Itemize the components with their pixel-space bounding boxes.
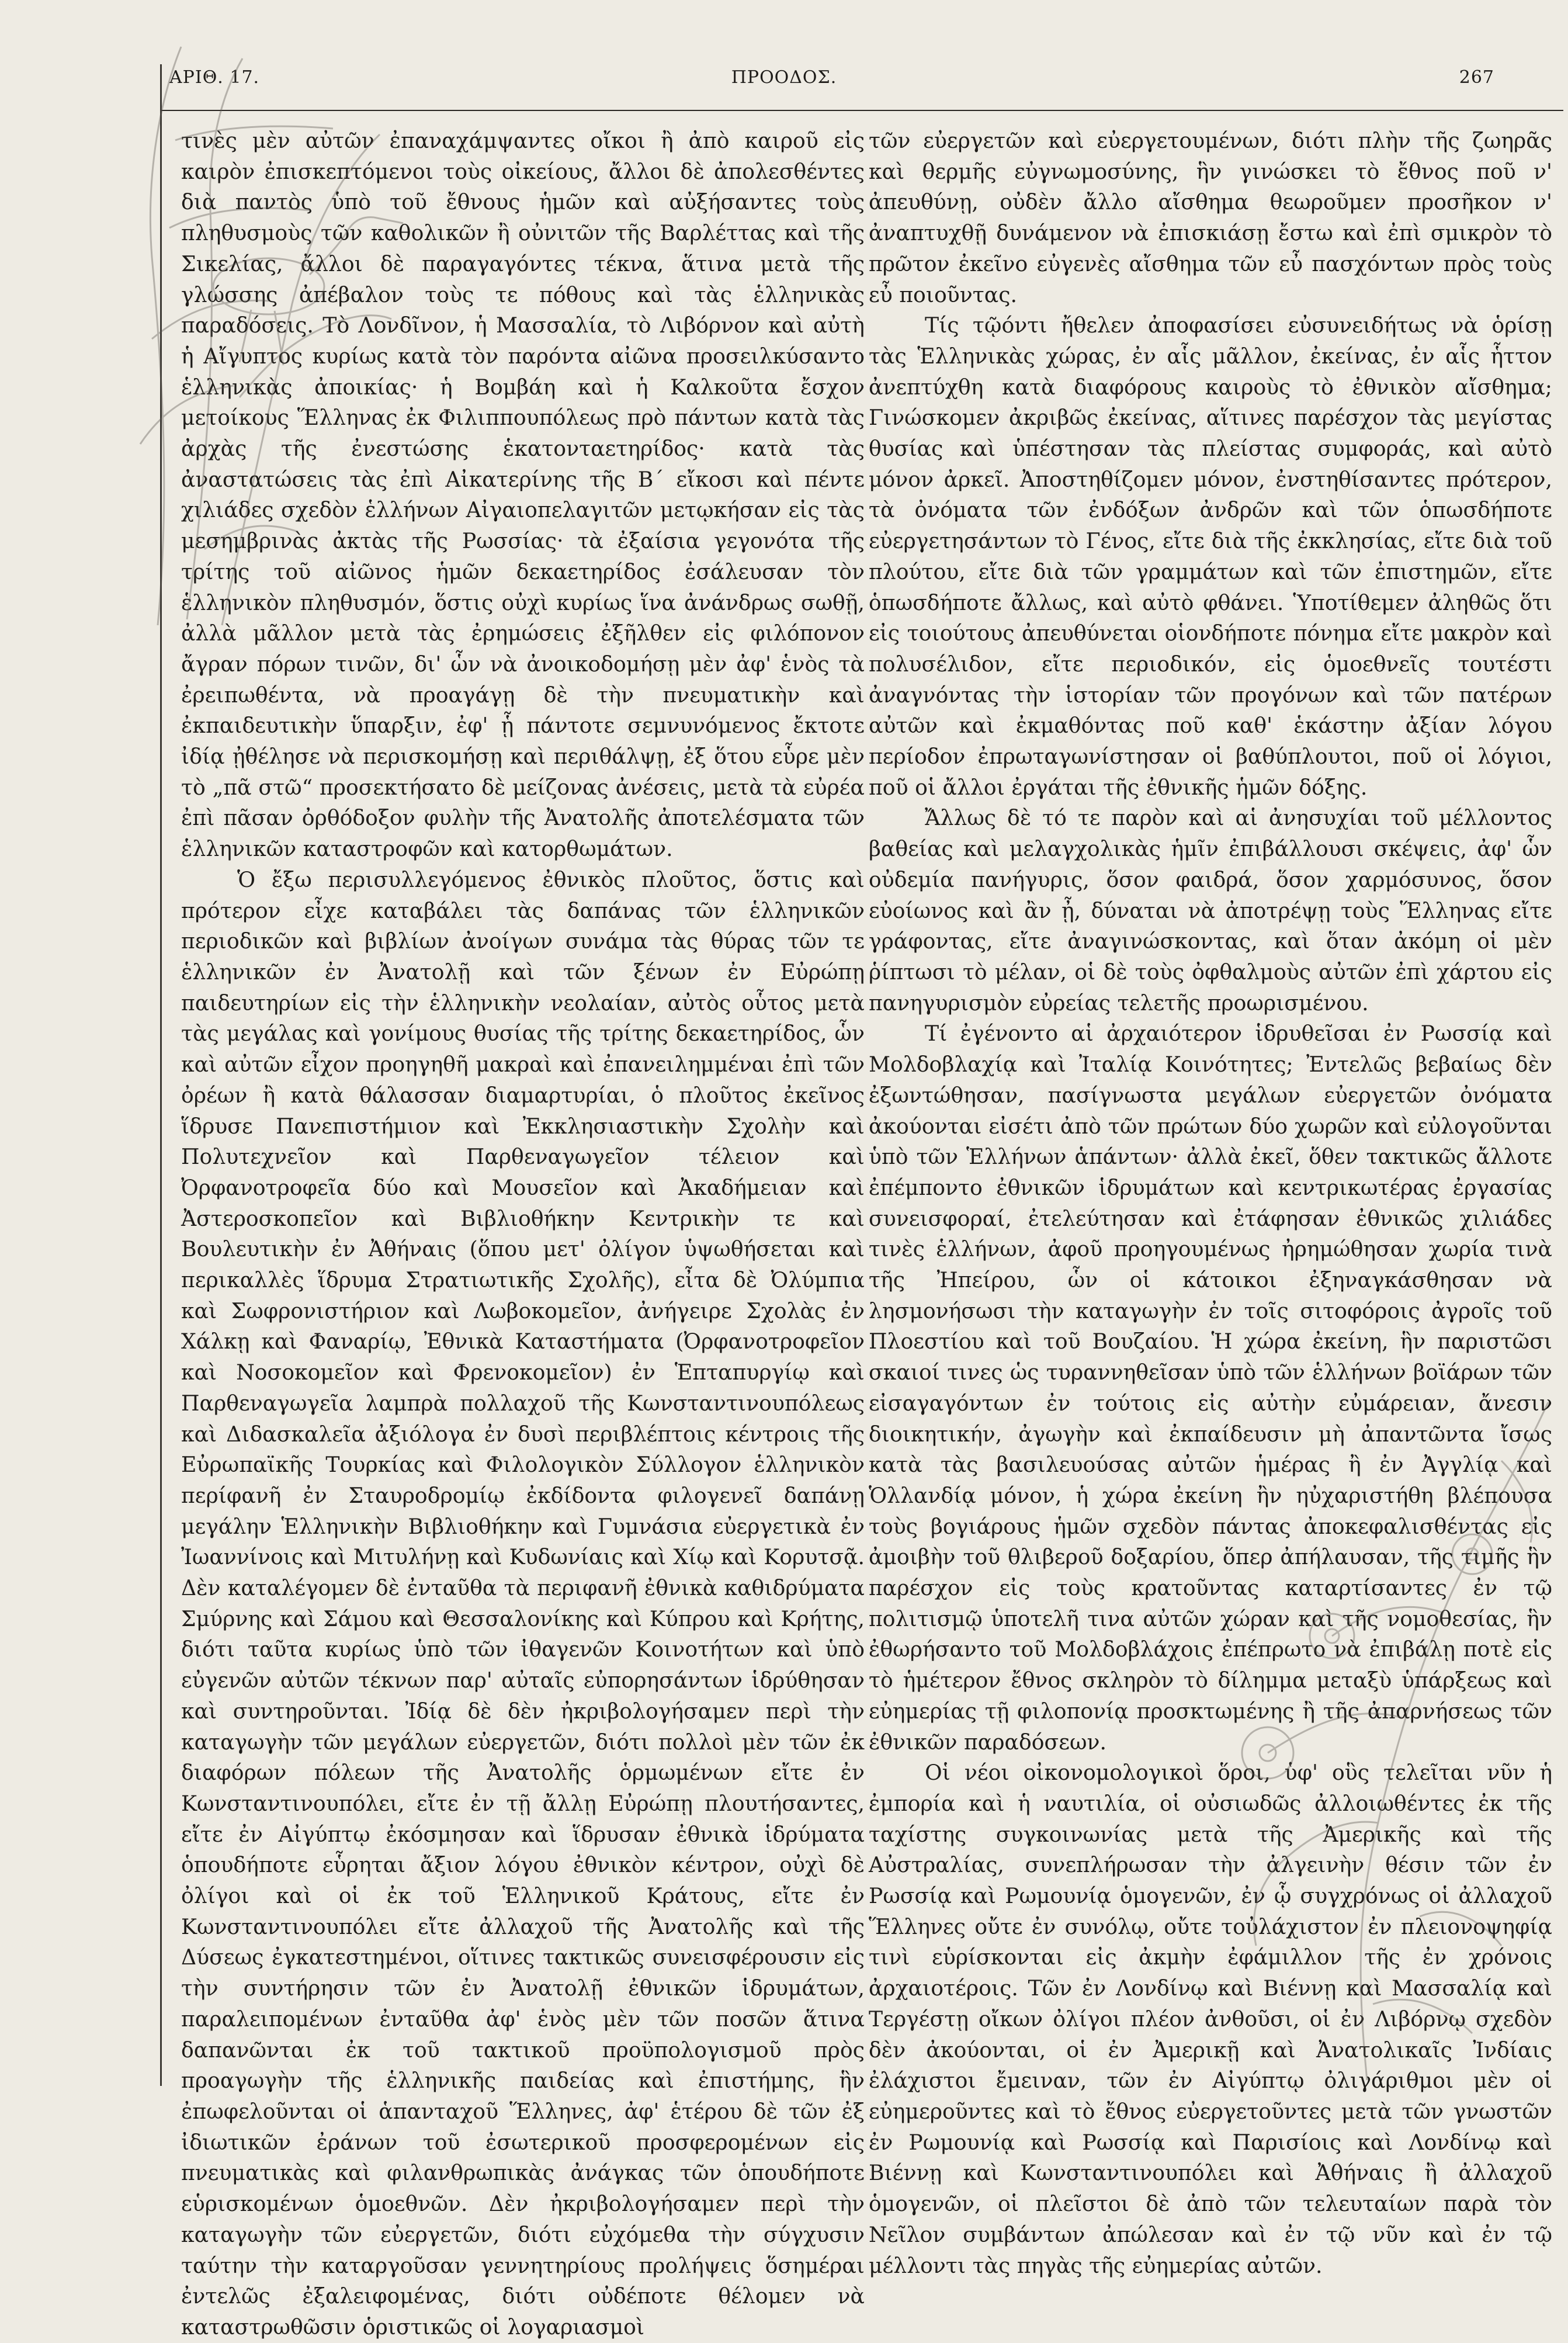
- page-number: 267: [1459, 67, 1494, 88]
- left-paragraph: Ὁ ἔξω περισυλλεγόμενος ἐθνικὸς πλοῦτος, ὅστις καὶ πρότερον εἶχε καταβάλει τὰς δαπάνας τῶν ἑλληνικῶν περιοδικῶν καὶ βιβλίων ἀνοίγων συνάμα τὰς θύρας τῶν τε ἑλληνικῶν ἐν Ἀνατολῇ καὶ τῶν ξένων ἐν Εὐρώπῃ παιδευτηρίων εἰς τὴν ἑλληνικὴν νεολαίαν, αὐτὸς οὗτος μετὰ τὰς μεγάλας καὶ γονίμους θυσίας τῆς τρίτης δεκαετηρίδος, ὧν καὶ αὐτῶν εἶχον προηγηθῆ μακραὶ καὶ ἐπανειλημμέναι ἐπὶ τῶν ὀρέων ἢ κατὰ θάλασσαν διαμαρτυρίαι, ὁ πλοῦτος ἐκεῖνος ἵδρυσε Πανεπιστήμιον καὶ Ἐκκλησιαστικὴν Σχολὴν καὶ Πολυτεχνεῖον καὶ Παρθεναγωγεῖον τέλειον καὶ Ὀρφανοτροφεῖα δύο καὶ Μουσεῖον καὶ Ἀκαδήμειαν καὶ Ἀστεροσκοπεῖον καὶ Βιβλιοθήκην Κεντρικὴν τε καὶ Βουλευτικὴν ἐν Ἀθήναις (ὅπου μετ' ὀλίγον ὑψωθήσεται καὶ περικαλλὲς ἵδρυμα Στρατιωτικῆς Σχολῆς), εἶτα δὲ Ὀλύμπια καὶ Σωφρονιστήριον καὶ Λωβοκομεῖον, ἀνήγειρε Σχολὰς ἐν Χάλκῃ καὶ Φαναρίῳ, Ἐθνικὰ Καταστήματα (Ὀρφανοτροφεῖον καὶ Νοσοκομεῖον καὶ Φρενοκομεῖον) ἐν Ἑπταπυργίῳ καὶ Παρθεναγωγεῖα λαμπρὰ πολλαχοῦ τῆς Κωνσταντινουπόλεως καὶ Διδασκαλεῖα ἀξιόλογα ἐν δυσὶ περιβλέπτοις κέντροις τῆς Εὐρωπαϊκῆς Τουρκίας καὶ Φιλολογικὸν Σύλλογον ἑλληνικὸν περίφανῆ ἐν Σταυροδρομίῳ ἐκδίδοντα φιλογενεῖ δαπάνῃ μεγάλην Ἑλληνικὴν Βιβλιοθήκην καὶ Γυμνάσια εὐεργετικὰ ἐν Ἰωαννίνοις καὶ Μιτυλήνῃ καὶ Κυδωνίαις καὶ Χίῳ καὶ Κορυτσᾷ. Δὲν καταλέγομεν δὲ ἐνταῦθα τὰ περιφανῆ ἐθνικὰ καθιδρύματα Σμύρνης καὶ Σάμου καὶ Θεσσαλονίκης καὶ Κύπρου καὶ Κρήτης, διότι ταῦτα κυρίως ὑπὸ τῶν ἰθαγενῶν Κοινοτήτων καὶ ὑπὸ εὐγενῶν αὐτῶν τέκνων παρ' αὐταῖς εὐπορησάντων ἱδρύθησαν καὶ συντηροῦνται. Ἰδίᾳ δὲ δὲν ἠκριβολογήσαμεν περὶ τὴν καταγωγὴν τῶν μεγάλων εὐεργετῶν, διότι πολλοὶ μὲν τῶν ἐκ διαφόρων πόλεων τῆς Ἀνατολῆς ὁρμωμένων εἴτε ἐν Κωνσταντινουπόλει, εἴτε ἐν τῇ ἄλλῃ Εὐρώπῃ πλουτήσαντες, εἴτε ἐν Αἰγύπτῳ ἐκόσμησαν καὶ ἵδρυσαν ἐθνικὰ ἱδρύματα ὁπουδήποτε εὗρηται ἄξιον λόγου ἐθνικὸν κέντρον, οὐχὶ δὲ ὀλίγοι καὶ οἱ ἐκ τοῦ Ἑλληνικοῦ Κράτους, εἴτε ἐν Κωνσταντινουπόλει εἴτε ἀλλαχοῦ τῆς Ἀνατολῆς καὶ τῆς Δύσεως ἐγκατεστημένοι, οἵτινες τακτικῶς συνεισφέρουσιν εἰς τὴν συντήρησιν τῶν ἐν Ἀνατολῇ ἐθνικῶν ἱδρυμάτων, παραλειπομένων ἐνταῦθα ἀφ' ἑνὸς μὲν τῶν ποσῶν ἅτινα δαπανῶνται ἐκ τοῦ τακτικοῦ προϋπολογισμοῦ πρὸς προαγωγὴν τῆς ἑλληνικῆς παιδείας καὶ ἐπιστήμης, ἣν ἐπωφελοῦνται οἱ ἁπανταχοῦ Ἕλληνες, ἀφ' ἑτέρου δὲ τῶν ἐξ ἰδιωτικῶν ἐράνων τοῦ ἐσωτερικοῦ προσφερομένων εἰς πνευματικὰς καὶ φιλανθρωπικὰς ἀνάγκας τῶν ὁπουδήποτε εὑρισκομένων ὁμοεθνῶν. Δὲν ἠκριβολογήσαμεν περὶ τὴν καταγωγὴν τῶν εὐεργετῶν, διότι εὐχόμεθα τὴν σύγχυσιν ταύτην τὴν καταργοῦσαν γεννητηρίους προλήψεις ὅσημέραι ἐντελῶς ἐξαλειφομένας, διότι οὐδέποτε θέλομεν νὰ καταστρωθῶσιν ὁριστικῶς οἱ λογαριασμοὶ: [181, 867, 865, 2339]
- header-rule: [161, 110, 1563, 111]
- margin-line: [160, 64, 162, 2086]
- right-paragraph: Οἱ νέοι οἰκονομολογικοὶ ὅροι, ὑφ' οὓς τελεῖται νῦν ἡ ἐμπορία καὶ ἡ ναυτιλία, οἱ οὐσιωδῶς ἀλλοιωθέντες ἐκ τῆς ταχίστης συγκοινωνίας μετὰ τῆς Ἀμερικῆς καὶ τῆς Αὐστραλίας, συνεπλήρωσαν τὴν ἀλγεινὴν θέσιν τῶν ἐν Ρωσσίᾳ καὶ Ρωμουνίᾳ ὁμογενῶν, ἐν ᾧ συγχρόνως οἱ ἀλλαχοῦ Ἕλληνες οὔτε ἐν συνόλῳ, οὔτε τοὐλάχιστον ἐν πλειονοψηφίᾳ τινὶ εὑρίσκονται εἰς ἀκμὴν ἐφάμιλλον τῆς ἐν χρόνοις ἀρχαιοτέροις. Τῶν ἐν Λονδίνῳ καὶ Βιέννῃ καὶ Μασσαλίᾳ καὶ Τεργέστῃ οἴκων ὀλίγοι πλέον ἀνθοῦσι, οἱ ἐν Λιβόρνῳ σχεδὸν δὲν ἀκούονται, οἱ ἐν Ἀμερικῇ καὶ Ἀνατολικαῖς Ἰνδίαις ἐλάχιστοι ἔμειναν, τῶν ἐν Αἰγύπτῳ ὀλιγάριθμοι μὲν οἱ εὐημεροῦντες καὶ τὸ ἔθνος εὐεργετοῦντες μετὰ τῶν γνωστῶν ἐν Ρωμουνίᾳ καὶ Ρωσσίᾳ καὶ Παρισίοις καὶ Λονδίνῳ καὶ Βιέννῃ καὶ Κωνσταντινουπόλει καὶ Ἀθήναις ἢ ἀλλαχοῦ ὁμογενῶν, οἱ πλεῖστοι δὲ ἀπὸ τῶν τελευταίων παρὰ τὸν Νεῖλον συμβάντων ἀπώλεσαν καὶ ἐν τῷ νῦν καὶ ἐν τῷ μέλλοντι τὰς πηγὰς τῆς εὐημερίας αὐτῶν.: [869, 1760, 1552, 2278]
- right-paragraph: Τίς τῷόντι ἤθελεν ἀποφασίσει εὐσυνειδήτως νὰ ὁρίσῃ τὰς Ἑλληνικὰς χώρας, ἐν αἷς μᾶλλον, ἐκείνας, ἐν αἷς ἧττον ἀνεπτύχθη κατὰ διαφόρους καιροὺς τὸ ἐθνικὸν αἴσθημα; Γινώσκομεν ἀκριβῶς ἐκείνας, αἵτινες παρέσχον τὰς μεγίστας θυσίας καὶ ὑπέστησαν τὰς πλείστας συμφοράς, καὶ αὐτὸ μόνον ἀρκεῖ. Ἀποστηθίζομεν μόνον, ἐνστηθίσαντες πρότερον, τὰ ὀνόματα τῶν ἐνδόξων ἀνδρῶν καὶ τῶν ὁπωσδήποτε εὐεργετησάντων τὸ Γένος, εἴτε διὰ τῆς ἐκκλησίας, εἴτε διὰ τοῦ πλούτου, εἴτε διὰ τῶν γραμμάτων καὶ τῶν ἐπιστημῶν, εἴτε ὁπωσδήποτε ἄλλως, καὶ αὐτὸ φθάνει. Ὑποτίθεμεν ἀληθῶς ὅτι εἰς τοιούτους ἀπευθύνεται οἱονδήποτε πόνημα εἴτε μακρὸν καὶ πολυσέλιδον, εἴτε περιοδικόν, εἰς ὁμοεθνεῖς τουτέστι ἀναγνόντας τὴν ἱστορίαν τῶν προγόνων καὶ τῶν πατέρων αὐτῶν καὶ ἐκμαθόντας ποῦ καθ' ἑκάστην ἀξίαν λόγου περίοδον ἐπρωταγωνίστησαν οἱ βαθύπλουτοι, ποῦ οἱ λόγιοι, ποῦ οἱ ἄλλοι ἐργάται τῆς ἐθνικῆς ἡμῶν δόξης.: [869, 313, 1552, 800]
- right-column: [869, 126, 1552, 2281]
- left-column: [181, 126, 865, 2343]
- issue-number: ΑΡΙΘ. 17.: [169, 67, 260, 88]
- right-paragraph: τῶν εὐεργετῶν καὶ εὐεργετουμένων, διότι πλὴν τῆς ζωηρᾶς καὶ θερμῆς εὐγνωμοσύνης, ἣν γινώσκει τὸ ἔθνος ποῦ ν' ἀπευθύνῃ, οὐδὲν ἄλλο αἴσθημα θεωροῦμεν προσῆκον ν' ἀναπτυχθῇ δυνάμενον νὰ ἐπισκιάσῃ ἔστω καὶ ἐπὶ σμικρὸν τὸ πρῶτον ἐκεῖνο εὐγενὲς αἴσθημα τῶν εὖ πασχόντων πρὸς τοὺς εὖ ποιοῦντας.: [869, 128, 1552, 307]
- right-paragraph: Ἄλλως δὲ τό τε παρὸν καὶ αἱ ἀνησυχίαι τοῦ μέλλοντος βαθείας καὶ μελαγχολικὰς ἡμῖν ἐπιβάλλουσι σκέψεις, ἀφ' ὧν οὐδεμία πανήγυρις, ὅσον φαιδρά, ὅσον χαρμόσυνος, ὅσον εὐοίωνος καὶ ἂν ᾖ, δύναται νὰ ἀποτρέψῃ τοὺς Ἕλληνας εἴτε γράφοντας, εἴτε ἀναγινώσκοντας, καὶ ὅταν ἀκόμη οἱ μὲν ῥίπτωσι τὸ μέλαν, οἱ δὲ τοὺς ὀφθαλμοὺς αὐτῶν ἐπὶ χάρτου εἰς πανηγυρισμὸν εὐρείας τελετῆς προωρισμένου.: [869, 805, 1552, 1015]
- publication-title: ΠΡΟΟΔΟΣ.: [731, 67, 837, 88]
- left-paragraph: τινὲς μὲν αὐτῶν ἐπαναχάμψαντες οἴκοι ἢ ἀπὸ καιροῦ εἰς καιρὸν ἐπισκεπτόμενοι τοὺς οἰκείους, ἄλλοι δὲ ἀπολεσθέντες διὰ παντὸς ὑπὸ τοῦ ἔθνους ἡμῶν καὶ αὐξήσαντες τοὺς πληθυσμοὺς τῶν καθολικῶν ἢ οὐνιτῶν τῆς Βαρλέττας καὶ τῆς Σικελίας, ἄλλοι δὲ παραγαγόντες τέκνα, ἅτινα μετὰ τῆς γλώσσης ἀπέβαλον τοὺς τε πόθους καὶ τὰς ἑλληνικὰς παραδόσεις. Τὸ Λονδῖνον, ἡ Μασσαλία, τὸ Λιβόρνον καὶ αὐτὴ ἡ Αἴγυπτος κυρίως κατὰ τὸν παρόντα αἰῶνα προσειλκύσαντο ἑλληνικὰς ἀποικίας· ἡ Βομβάη καὶ ἡ Καλκοῦτα ἔσχον μετοίκους Ἕλληνας ἐκ Φιλιππουπόλεως πρὸ πάντων κατὰ τὰς ἀρχὰς τῆς ἐνεστώσης ἑκατονταετηρίδος· κατὰ τὰς ἀναστατώσεις τὰς ἐπὶ Αἰκατερίνης τῆς Β΄ εἴκοσι καὶ πέντε χιλιάδες σχεδὸν ἑλλήνων Αἰγαιοπελαγιτῶν μετῳκήσαν εἰς τὰς μεσημβρινὰς ἀκτὰς τῆς Ρωσσίας· τὰ ἐξαίσια γεγονότα τῆς τρίτης τοῦ αἰῶνος ἡμῶν δεκαετηρίδος ἐσάλευσαν τὸν ἑλληνικὸν πληθυσμόν, ὅστις οὐχὶ κυρίως ἵνα ἀνάνδρως σωθῇ, ἀλλὰ μᾶλλον μετὰ τὰς ἐρημώσεις ἐξῆλθεν εἰς φιλόπονον ἄγραν πόρων τινῶν, δι' ὧν νὰ ἀνοικοδομήσῃ μὲν ἀφ' ἑνὸς τὰ ἐρειπωθέντα, νὰ προαγάγῃ δὲ τὴν πνευματικὴν καὶ ἐκπαιδευτικὴν ὕπαρξιν, ἐφ' ᾗ πάντοτε σεμνυνόμενος ἔκτοτε ἰδίᾳ ᾐθέλησε νὰ περισκομήσῃ καὶ περιθάλψῃ, ἐξ ὅτου εὗρε μὲν τὸ „πᾶ στῶ“ προσεκτήσατο δὲ μείζονας ἀνέσεις, μετὰ τὰ εὐρέα ἐπὶ πᾶσαν ὀρθόδοξον φυλὴν τῆς Ἀνατολῆς ἀποτελέσματα τῶν ἑλληνικῶν καταστροφῶν καὶ κατορθωμάτων.: [181, 128, 865, 862]
- right-paragraph: Τί ἐγένοντο αἱ ἀρχαιότερον ἱδρυθεῖσαι ἐν Ρωσσίᾳ καὶ Μολδοβλαχίᾳ καὶ Ἰταλίᾳ Κοινότητες; Ἐντελῶς βεβαίως δὲν ἐξωντώθησαν, πασίγνωστα μεγάλων εὐεργετῶν ὀνόματα ἀκούονται εἰσέτι ἀπὸ τῶν πρώτων δύο χωρῶν καὶ εὐλογοῦνται ὑπὸ τῶν Ἑλλήνων ἁπάντων· ἀλλὰ ἐκεῖ, ὅθεν τακτικῶς ἄλλοτε ἐπέμποντο ἐθνικῶν ἱδρυμάτων καὶ κεντρικωτέρας ἐργασίας συνεισφοραί, ἐτελεύτησαν καὶ ἐτάφησαν ἐθνικῶς χιλιάδες τινὲς ἑλλήνων, ἀφοῦ προηγουμένως ἠρημώθησαν χωρία τινὰ τῆς Ἠπείρου, ὧν οἱ κάτοικοι ἐξηναγκάσθησαν νὰ λησμονήσωσι τὴν καταγωγὴν ἐν τοῖς σιτοφόροις ἀγροῖς τοῦ Πλοεστίου καὶ τοῦ Βουζαίου. Ἡ χώρα ἐκείνη, ἣν παριστῶσι σκαιοί τινες ὡς τυραννηθεῖσαν ὑπὸ τῶν ἑλλήνων βοϊάρων τῶν εἰσαγαγόντων ἐν τούτοις εἰς αὐτὴν εὐμάρειαν, ἄνεσιν διοικητικήν, ἀγωγὴν καὶ ἐκπαίδευσιν μὴ ἀπαντῶντα ἴσως κατὰ τὰς βασιλευούσας αὐτῶν ἡμέρας ἢ ἐν Ἀγγλίᾳ καὶ Ὁλλανδίᾳ μόνον, ἡ χώρα ἐκείνη ἢν ηὐχαριστήθη βλέπουσα τοὺς βογιάρους ἡμῶν σχεδὸν πάντας ἀποκεφαλισθέντας εἰς ἀμοιβὴν τοῦ θλιβεροῦ δοξαρίου, ὅπερ ἀπήλαυσαν, τῆς τιμῆς ἣν παρέσχον εἰς τοὺς κρατοῦντας καταρτίσαντες ἐν τῷ πολιτισμῷ ὑποτελῆ τινα αὐτῶν χώραν καὶ τῆς νομοθεσίας, ἣν ἐθωρήσαντο τοῦ Μολδοβλάχοις ἐπέπρωτο νὰ ἐπιβάλῃ ποτὲ εἰς τὸ ἡμέτερον ἔθνος σκληρὸν τὸ δίλημμα μεταξὺ ὑπάρξεως καὶ εὐημερίας τῇ φιλοπονίᾳ προσκτωμένης ἢ τῆς ἀπαρνήσεως τῶν ἐθνικῶν παραδόσεων.: [869, 1021, 1552, 1755]
